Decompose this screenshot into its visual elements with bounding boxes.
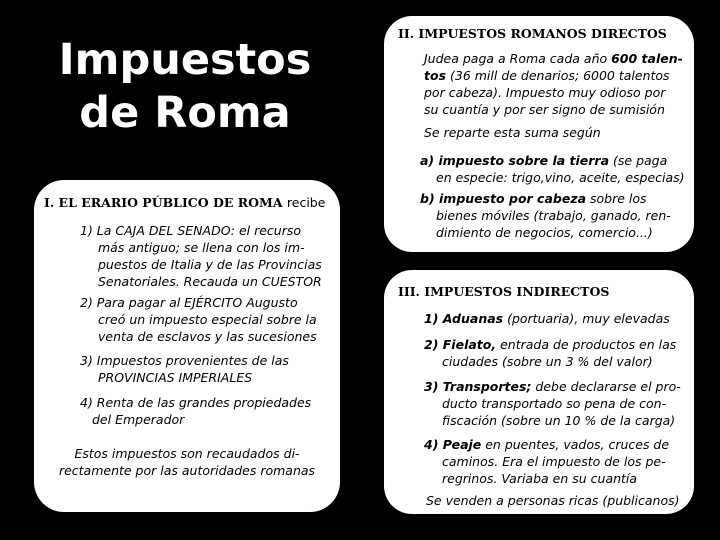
erario-note xyxy=(34,445,340,479)
indirect-item-line xyxy=(424,310,670,327)
indirect-item-aduanas xyxy=(424,310,670,327)
erario-item-2-line: creó un impuesto especial sobre la xyxy=(98,312,317,327)
erario-item-2 xyxy=(80,294,317,345)
section-erario-panel xyxy=(34,180,340,512)
erario-item-4-line: 4) Renta de las grandes propiedades xyxy=(80,395,312,410)
section-3-heading: III. IMPUESTOS INDIRECTOS xyxy=(398,284,610,299)
indirect-item-peaje xyxy=(424,436,669,487)
indirect-item-text: debe declararse el pro- xyxy=(531,379,681,394)
section-1-heading xyxy=(44,195,325,210)
indirect-item-label: 4) Peaje xyxy=(424,437,482,452)
indirect-item-line xyxy=(424,336,676,353)
judea-intro-line: su cuantía y por ser signo de sumisión xyxy=(424,102,665,117)
erario-item-4-line: del Emperador xyxy=(92,412,185,427)
section-indirectos-panel xyxy=(384,270,694,514)
tax-tierra-text: (se paga xyxy=(609,153,668,168)
erario-item-1-line: puestos de Italia y de las Provincias xyxy=(98,257,322,272)
indirect-item-text: en puentes, vados, cruces de xyxy=(481,437,670,452)
section-1-heading-suffix: recibe xyxy=(286,195,326,210)
indirect-item-line xyxy=(424,378,681,395)
tax-cabeza-line: bienes móviles (trabajo, ganado, ren- xyxy=(436,208,671,223)
erario-item-3 xyxy=(80,352,289,386)
judea-intro-bold: tos xyxy=(424,68,447,83)
indirect-item-label: 1) Aduanas xyxy=(424,311,504,326)
judea-intro-text: Judea paga a Roma cada año xyxy=(424,51,612,66)
indirect-item-line: ciudades (sobre un 3 % del valor) xyxy=(442,354,653,369)
erario-item-2-line: 2) Para pagar al EJÉRCITO Augusto xyxy=(80,295,298,310)
tax-cabeza-label: b) impuesto por cabeza xyxy=(420,191,587,206)
title-line-1: Impuestos xyxy=(58,35,312,85)
tax-tierra-line xyxy=(420,152,685,169)
indirect-item-line: caminos. Era el impuesto de los pe- xyxy=(442,454,666,469)
judea-intro-line xyxy=(424,50,683,67)
erario-item-4 xyxy=(80,394,311,428)
reparto-text: Se reparte esta suma según xyxy=(424,125,601,140)
erario-item-1-line: Senatoriales. Recauda un CUESTOR xyxy=(98,274,322,289)
section-2-heading: II. IMPUESTOS ROMANOS DIRECTOS xyxy=(398,26,667,41)
erario-note-line: Estos impuestos son recaudados di- xyxy=(74,446,300,461)
judea-intro-line xyxy=(424,67,683,84)
erario-item-2-line: venta de esclavos y las sucesiones xyxy=(98,329,317,344)
section-1-heading-text: I. EL ERARIO PÚBLICO DE ROMA xyxy=(44,195,283,210)
judea-intro-text: (36 mill de denarios; 6000 talentos xyxy=(446,68,670,83)
indirect-item-line: fiscación (sobre un 10 % de la carga) xyxy=(442,413,676,428)
judea-intro-line: por cabeza). Impuesto muy odioso por xyxy=(424,85,666,100)
tax-cabeza xyxy=(420,190,671,241)
section-directos-panel xyxy=(384,16,694,252)
page-title xyxy=(40,34,330,140)
indirect-item-line: ducto transportado so pena de con- xyxy=(442,396,667,411)
erario-item-1 xyxy=(80,222,322,290)
erario-item-3-line: PROVINCIAS IMPERIALES xyxy=(98,370,253,385)
indirect-item-text: (portuaria), muy elevadas xyxy=(503,311,670,326)
tax-tierra-line: en especie: trigo,vino, aceite, especias) xyxy=(436,170,685,185)
erario-note-line: rectamente por las autoridades romanas xyxy=(58,463,316,478)
publicanos-note: Se venden a personas ricas (publicanos) xyxy=(426,493,680,508)
indirect-item-fielato xyxy=(424,336,676,370)
indirect-item-text: entrada de productos en las xyxy=(496,337,677,352)
indirect-item-label: 3) Transportes; xyxy=(424,379,532,394)
tax-cabeza-line xyxy=(420,190,671,207)
indirect-item-transportes xyxy=(424,378,681,429)
title-line-2: de Roma xyxy=(79,88,291,138)
erario-item-1-line: más antiguo; se llena con los im- xyxy=(98,240,305,255)
tax-tierra-label: a) impuesto sobre la tierra xyxy=(420,153,610,168)
judea-intro-bold: 600 talen- xyxy=(611,51,683,66)
indirect-item-line xyxy=(424,436,669,453)
indirect-item-line: regrinos. Variaba en su cuantía xyxy=(442,471,638,486)
judea-intro xyxy=(424,50,683,118)
tax-cabeza-text: sobre los xyxy=(586,191,647,206)
tax-cabeza-line: dimiento de negocios, comercio...) xyxy=(436,225,653,240)
erario-item-3-line: 3) Impuestos provenientes de las xyxy=(80,353,289,368)
tax-tierra xyxy=(420,152,685,186)
erario-item-1-line: 1) La CAJA DEL SENADO: el recurso xyxy=(80,223,302,238)
indirect-item-label: 2) Fielato, xyxy=(424,337,497,352)
